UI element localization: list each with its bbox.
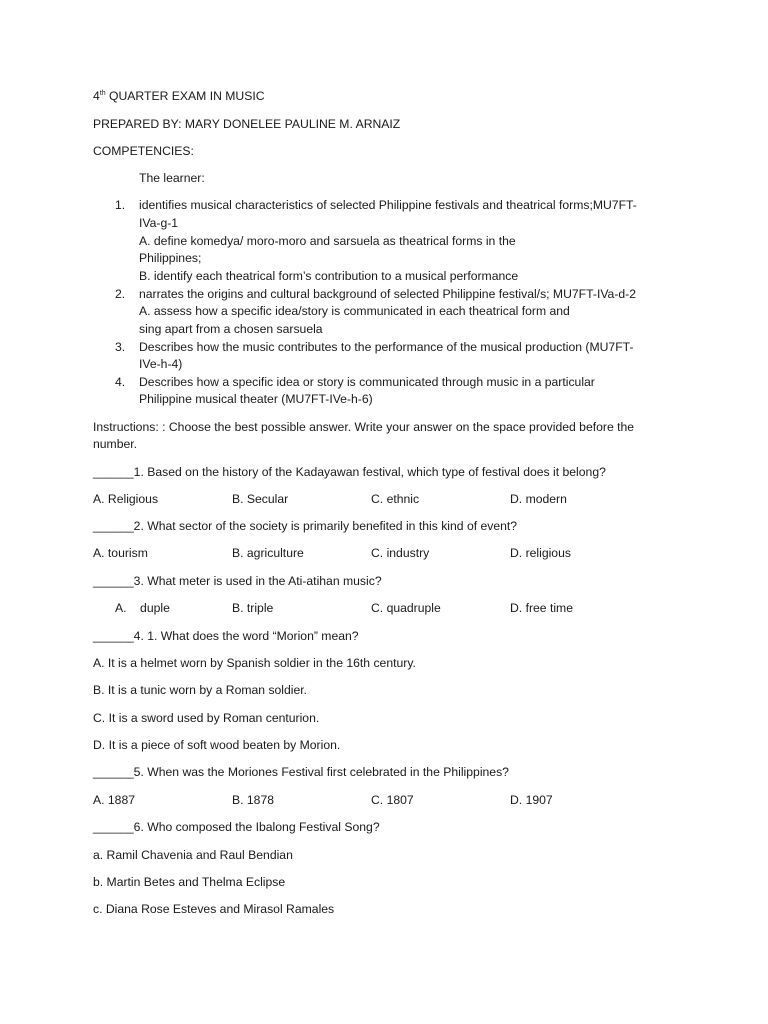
competency-text: identifies musical characteristics of selected Philippine festivals and theatrical forms;MU7FT- xyxy=(139,198,637,212)
answer-choice: D. religious xyxy=(510,546,571,560)
answer-choice: D. free time xyxy=(510,601,573,615)
answer-option: B. It is a tunic worn by a Roman soldier. xyxy=(93,683,308,697)
answer-choice: C. ethnic xyxy=(371,492,420,506)
competency-number: 1. xyxy=(115,198,126,212)
answer-choice: A. Religious xyxy=(93,492,159,506)
competency-text: Philippine musical theater (MU7FT-IVe-h-6) xyxy=(139,392,373,406)
answer-choice: B. Secular xyxy=(232,492,289,506)
answer-option: A. It is a helmet worn by Spanish soldier in the 16th century. xyxy=(93,656,416,670)
competencies-heading: COMPETENCIES: xyxy=(93,144,194,158)
answer-option: c. Diana Rose Esteves and Mirasol Ramales xyxy=(93,902,335,916)
answer-choice: C. industry xyxy=(371,546,430,560)
question-text: ______3. What meter is used in the Ati-atihan music? xyxy=(93,574,382,588)
answer-choice: A. duple xyxy=(115,601,170,615)
answer-choice: D. modern xyxy=(510,492,567,506)
competency-number: 4. xyxy=(115,375,126,389)
answer-option: D. It is a piece of soft wood beaten by Morion. xyxy=(93,738,341,752)
question-text: ______4. 1. What does the word “Morion” mean? xyxy=(93,629,359,643)
answer-choice: A. 1887 xyxy=(93,793,136,807)
competency-number: 3. xyxy=(115,340,126,354)
answer-choice: A. tourism xyxy=(93,546,148,560)
competency-text: A. assess how a specific idea/story is communicated in each theatrical form and xyxy=(139,304,570,318)
answer-choice: B. agriculture xyxy=(232,546,304,560)
question-text: ______2. What sector of the society is primarily benefited in this kind of event? xyxy=(93,519,518,533)
competency-text: IVe-h-4) xyxy=(139,357,183,371)
learner-intro: The learner: xyxy=(139,171,205,185)
competency-number: 2. xyxy=(115,287,126,301)
instructions-line: Instructions: : Choose the best possible answer. Write your answer on the space provided before the xyxy=(93,420,635,434)
prepared-by-line: PREPARED BY: MARY DONELEE PAULINE M. ARNAIZ xyxy=(93,117,401,131)
instructions-line: number. xyxy=(93,437,138,451)
exam-title: 4th QUARTER EXAM IN MUSIC xyxy=(93,89,265,103)
question-text: ______1. Based on the history of the Kadayawan festival, which type of festival does it belong? xyxy=(93,465,606,479)
competency-text: Philippines; xyxy=(139,251,202,265)
answer-option: a. Ramil Chavenia and Raul Bendian xyxy=(93,848,293,862)
competency-text: B. identify each theatrical form’s contribution to a musical performance xyxy=(139,269,519,283)
answer-choice: C. quadruple xyxy=(371,601,441,615)
answer-option: b. Martin Betes and Thelma Eclipse xyxy=(93,875,286,889)
competency-text: sing apart from a chosen sarsuela xyxy=(139,322,323,336)
answer-choice: B. 1878 xyxy=(232,793,275,807)
question-text: ______6. Who composed the Ibalong Festival Song? xyxy=(93,820,380,834)
competency-text: narrates the origins and cultural background of selected Philippine festival/s; MU7FT-IVa-d-2 xyxy=(139,287,637,301)
competency-text: A. define komedya/ moro-moro and sarsuela as theatrical forms in the xyxy=(139,234,516,248)
answer-choice: B. triple xyxy=(232,601,274,615)
answer-choice: D. 1907 xyxy=(510,793,553,807)
competency-text: Describes how the music contributes to the performance of the musical production (MU7FT- xyxy=(139,340,634,354)
question-text: ______5. When was the Moriones Festival first celebrated in the Philippines? xyxy=(93,765,509,779)
competency-text: Describes how a specific idea or story is communicated through music in a particular xyxy=(139,375,595,389)
answer-choice: C. 1807 xyxy=(371,793,414,807)
competency-text: IVa-g-1 xyxy=(139,216,179,230)
answer-option: C. It is a sword used by Roman centurion. xyxy=(93,711,320,725)
